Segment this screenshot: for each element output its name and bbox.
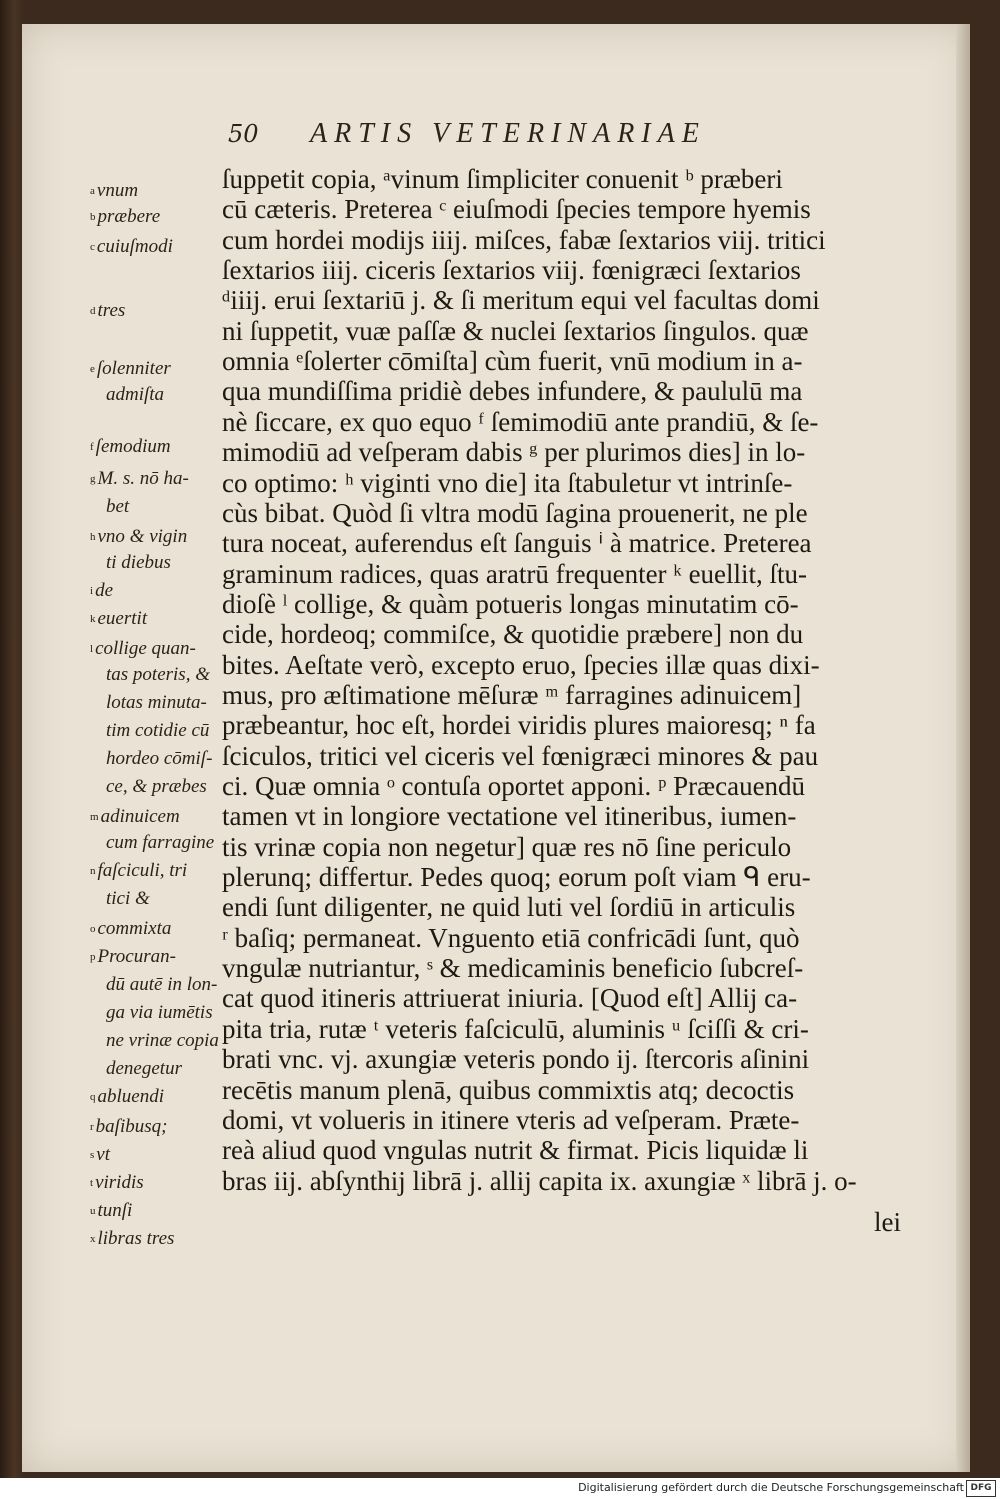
running-head: ARTIS VETERINARIAE [310, 118, 706, 149]
text-line: ʳ baſiq; permaneat. Vnguento etiā confricādi ſunt, quò [222, 922, 800, 953]
gloss-mark: x [90, 1233, 96, 1245]
gloss-text: tici & [106, 888, 150, 909]
text-line: reà aliud quod vngulas nutrit & firmat. Picis liquidæ li [222, 1135, 809, 1166]
text-line: mus, pro æſtimatione mēſuræ ᵐ farragines adinuicem] [222, 679, 802, 710]
marginal-gloss [90, 692, 207, 714]
gloss-text: lotas minuta- [106, 692, 207, 713]
gloss-text: tres [97, 300, 126, 321]
marginal-gloss [90, 1058, 182, 1080]
gloss-mark: o [90, 923, 96, 935]
gloss-mark: k [90, 613, 96, 625]
gloss-text: ti diebus [106, 552, 171, 573]
gloss-mark: e [90, 363, 95, 375]
gloss-text: admiſta [106, 384, 165, 405]
marginal-glosses [90, 0, 240, 1400]
text-line: tura noceat, auferendus eſt ſanguis ⁱ à matrice. Preterea [222, 528, 812, 559]
funding-credit: Digitalisierung gefördert durch die Deutsche Forschungsgemeinschaft [578, 1481, 964, 1494]
gloss-mark: n [90, 865, 96, 877]
text-line: recētis manum plenā, quibus commixtis atq; decoctis [222, 1074, 795, 1105]
gloss-text: M. s. nō ha- [97, 468, 189, 489]
gloss-mark: b [90, 211, 96, 223]
marginal-gloss [90, 832, 214, 854]
marginal-gloss [90, 436, 171, 458]
gloss-mark: i [90, 585, 94, 597]
gloss-mark: g [90, 473, 96, 485]
marginal-gloss [90, 638, 196, 660]
catchword: lei [874, 1207, 901, 1237]
text-line: co optimo: ʰ viginti vno die] ita ſtabuletur vt intrinſe- [222, 467, 793, 498]
gloss-text: ne vrinæ copia [106, 1030, 219, 1051]
gloss-mark: q [90, 1091, 96, 1103]
marginal-gloss [90, 664, 210, 686]
marginal-gloss [90, 1002, 213, 1024]
marginal-gloss [90, 206, 160, 228]
page-edge [956, 24, 970, 1472]
gloss-text: tim cotidie cū [106, 720, 210, 741]
gloss-text: præbere [97, 206, 161, 227]
text-line: tis vrinæ copia non negetur] quæ res nō ſine periculo [222, 831, 792, 862]
text-line: nè ſiccare, ex quo equo ᶠ ſemimodiū ante prandiū, & ſe- [222, 406, 819, 437]
text-line: bras iij. abſynthij librā j. allij capita ix. axungiæ ˣ librā j. o- [222, 1165, 857, 1196]
marginal-gloss [90, 1030, 219, 1052]
gloss-text: ſemodium [95, 436, 171, 457]
marginal-gloss [90, 720, 209, 742]
marginal-gloss [90, 1116, 167, 1138]
gloss-mark: m [90, 811, 99, 823]
text-line: bites. Aeſtate verò, excepto eruo, ſpecies illæ quas dixi- [222, 649, 820, 680]
gloss-mark: d [90, 305, 96, 317]
dfg-logo: DFG [966, 1480, 996, 1497]
gloss-mark: u [90, 1205, 96, 1217]
text-line: præbeantur, hoc eſt, hordei viridis plures maioresq; ⁿ fa [222, 710, 816, 741]
marginal-gloss [90, 1144, 110, 1166]
gloss-text: ſolenniter [96, 358, 171, 379]
gloss-text: tunſi [97, 1200, 133, 1221]
text-line: cat quod itineris attriuerat iniuria. [Quod eſt] Allij ca- [222, 983, 798, 1014]
gloss-text: faſciculi, tri [97, 860, 188, 881]
marginal-gloss [90, 468, 189, 490]
marginal-gloss [90, 1172, 144, 1194]
text-line: mimodiū ad veſperam dabis ᵍ per plurimos dies] in lo- [222, 437, 806, 468]
text-line: ci. Quæ omnia ᵒ contuſa oportet apponi. ᵖ Præcauendū [222, 771, 806, 801]
gloss-text: denegetur [106, 1058, 182, 1079]
text-line: plerunq; differtur. Pedes quoq; eorum poſt viam ᑫ eru- [222, 862, 811, 893]
text-line: cum hordei modijs iiij. miſces, fabæ ſextarios viij. tritici [222, 224, 826, 255]
gloss-mark: h [90, 531, 96, 543]
gloss-text: cuiuſmodi [96, 236, 173, 257]
gloss-text: vnum [96, 180, 139, 201]
text-line: vngulæ nutriantur, ˢ & medicaminis beneficio ſubcreſ- [222, 953, 804, 984]
marginal-gloss [90, 918, 171, 940]
marginal-gloss [90, 860, 187, 882]
gloss-text: ce, & præbes [106, 776, 207, 797]
marginal-gloss [90, 552, 171, 574]
text-line: ni ſuppetit, vuæ paſſæ & nuclei ſextarios ſingulos. quæ [222, 315, 809, 346]
gloss-text: vt [96, 1144, 110, 1165]
gloss-mark: f [90, 441, 94, 453]
gloss-text: baſibusq; [95, 1116, 168, 1137]
gloss-text: Procuran- [97, 946, 176, 967]
text-line: cū cæteris. Preterea ᶜ eiuſmodi ſpecies tempore hyemis [222, 194, 811, 225]
marginal-gloss [90, 608, 147, 630]
marginal-gloss [90, 358, 171, 380]
marginal-gloss [90, 1086, 164, 1108]
text-line: brati vnc. vj. axungiæ veteris pondo ij. ſtercoris aſinini [222, 1044, 810, 1075]
text-line: endi ſunt diligenter, ne quid luti vel ſordiū in articulis [222, 892, 796, 923]
gloss-mark: p [90, 951, 96, 963]
gloss-text: ga via iumētis [106, 1002, 213, 1023]
gloss-text: abluendi [97, 1086, 164, 1107]
gloss-mark: s [90, 1149, 95, 1161]
marginal-gloss [90, 236, 173, 258]
text-line: dioſè ˡ collige, & quàm potueris longas minutatim cō- [222, 588, 799, 619]
gloss-mark: t [90, 1177, 94, 1189]
gloss-mark: r [90, 1121, 94, 1133]
page-number: 50 [228, 120, 259, 148]
marginal-gloss [90, 974, 217, 996]
marginal-gloss [90, 300, 125, 322]
text-line: ſuppetit copia, ᵃvinum ſimpliciter conuenit ᵇ præberi [222, 164, 783, 194]
marginal-gloss [90, 806, 180, 828]
text-line: omnia ᵉſolerter cōmiſta] cùm fuerit, vnū modium in a- [222, 346, 803, 377]
gloss-text: viridis [95, 1172, 144, 1193]
marginal-gloss [90, 1228, 174, 1250]
gloss-text: cum farragine [106, 832, 215, 853]
marginal-gloss [90, 1200, 132, 1222]
text-line: domi, vt volueris in itinere vteris ad veſperam. Præte- [222, 1104, 800, 1135]
text-line: cide, hordeoq; commiſce, & quotidie præbere] non du [222, 619, 804, 650]
marginal-gloss [90, 748, 212, 770]
gloss-text: de [95, 580, 113, 601]
footer-strip [0, 1478, 1000, 1499]
gloss-text: hordeo cōmiſ- [106, 748, 213, 769]
text-line: ſextarios iiij. ciceris ſextarios viij. fœnigræci ſextarios [222, 255, 801, 286]
gloss-mark: c [90, 241, 95, 253]
marginal-gloss [90, 180, 138, 202]
gloss-text: tas poteris, & [106, 664, 210, 685]
marginal-gloss [90, 526, 187, 548]
gloss-text: adinuicem [100, 806, 180, 827]
marginal-gloss [90, 384, 164, 406]
gloss-text: dū autē in lon- [106, 974, 218, 995]
gloss-mark: l [90, 643, 94, 655]
gloss-text: libras tres [97, 1228, 175, 1249]
gloss-text: euertit [97, 608, 148, 629]
marginal-gloss [90, 580, 113, 602]
gloss-mark: a [90, 185, 95, 197]
marginal-gloss [90, 496, 129, 518]
gloss-text: bet [106, 496, 130, 517]
marginal-gloss [90, 776, 207, 798]
text-line: ᵈiiij. erui ſextariū j. & ſi meritum equi vel facultas domi [222, 285, 820, 316]
text-line: graminum radices, quas aratrū frequenter ᵏ euellit, ſtu- [222, 558, 808, 589]
text-line: cùs bibat. Quòd ſi vltra modū ſagina prouenerit, ne ple [222, 497, 808, 528]
text-line: pita tria, rutæ ᵗ veteris faſciculū, aluminis ᵘ ſciſſi & cri- [222, 1013, 809, 1044]
marginal-gloss [90, 888, 150, 910]
gloss-text: vno & vigin [97, 526, 188, 547]
gloss-text: commixta [97, 918, 172, 939]
marginal-gloss [90, 946, 176, 968]
text-line: tamen vt in longiore vectatione vel itineribus, iumen- [222, 801, 797, 832]
text-line: ſciculos, tritici vel ciceris vel fœnigræci minores & pau [222, 740, 819, 771]
gloss-text: collige quan- [95, 638, 196, 659]
text-line: qua mundiſſima pridiè debes infundere, & paululū ma [222, 376, 803, 407]
